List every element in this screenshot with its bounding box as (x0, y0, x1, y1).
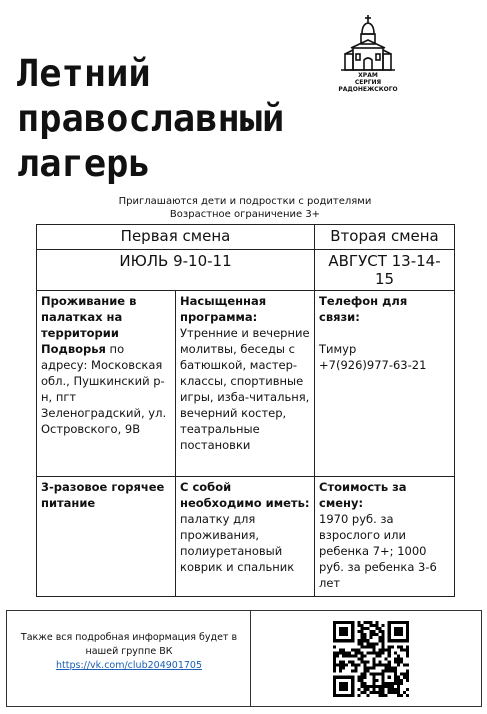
contact-cell (315, 291, 455, 477)
dates-row (37, 250, 455, 291)
title-line-1: Летний (17, 52, 151, 95)
contact-phone: +7(926)977-63-21 (319, 358, 427, 372)
dates-second: АВГУСТ 13-14-15 (315, 250, 455, 291)
cost-heading: Стоимость за смену: (319, 480, 407, 510)
footer-box (6, 610, 482, 707)
title-line-3: лагерь (17, 142, 151, 185)
church-icon (341, 14, 395, 72)
shift-first: Первая смена (37, 225, 315, 250)
contact-name: Тимур (319, 342, 357, 356)
shift-second: Вторая смена (315, 225, 455, 250)
age-restriction: Возрастное ограничение 3+ (169, 209, 321, 220)
schedule-table (36, 224, 455, 597)
lodging-text: по адресу: Московская обл., Пушкинский р-н, пгт Зеленоградский, ул. Островского, 9В (41, 342, 167, 436)
dates-first: ИЮЛЬ 9-10-11 (37, 250, 315, 291)
bring-text: палатку для проживания, полиуретановый коврик и спальник (180, 512, 295, 574)
program-heading: Насыщенная программа: (180, 294, 267, 324)
lodging-cell (37, 291, 176, 477)
footer-divider (250, 611, 251, 706)
church-logo (328, 14, 408, 94)
cost-text: 1970 руб. за взрослого или ребенка 7+; 1000 руб. за ребенка 3-6 лет (319, 512, 437, 590)
invitation (36, 195, 454, 221)
invitation-line-1: Приглашаются дети и подростки с родителями (118, 196, 372, 207)
details-row (37, 477, 455, 597)
bring-heading: С собой необходимо иметь: (180, 480, 310, 510)
qr-code-icon (333, 621, 409, 697)
bring-cell (176, 477, 315, 597)
meals-cell (37, 477, 176, 597)
lodging-heading: Проживание в палатках на территории Подворья (41, 294, 137, 356)
logo-line-1: ХРАМ (358, 72, 378, 79)
contact-heading: Телефон для связи: (319, 294, 408, 324)
page-title (17, 51, 284, 186)
info-row (37, 291, 455, 477)
logo-line-2: СЕРГИЯ РАДОНЕЖСКОГО (338, 79, 398, 93)
cost-cell (315, 477, 455, 597)
program-cell (176, 291, 315, 477)
title-line-2: православный (17, 97, 285, 140)
vk-group-link[interactable]: https://vk.com/club204901705 (56, 660, 202, 671)
footer-text-block (15, 631, 243, 673)
program-text: Утренние и вечерние молитвы, беседы с батюшкой, мастер-классы, спортивные игры, изба-читальня, вечерний костер, театральные постановки (180, 326, 310, 452)
shift-row (37, 225, 455, 250)
meals-text: 3-разовое горячее питание (41, 480, 165, 510)
footer-text: Также вся подробная информация будет в нашей группе ВК (20, 632, 238, 657)
